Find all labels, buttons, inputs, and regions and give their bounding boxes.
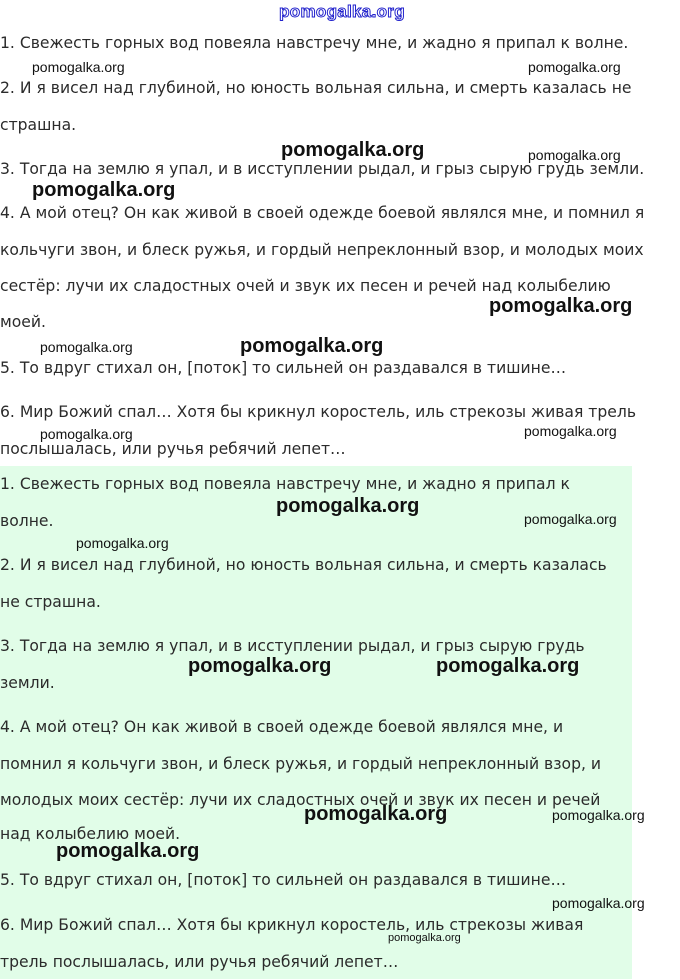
line: 2. И я висел над глубиной, но юность вольная сильна, и смерть казалась [0,556,607,574]
line: 4. А мой отец? Он как живой в своей одежде боевой являлся мне, и помнил я [0,204,645,222]
watermark: pomogalka.org [304,803,448,825]
line: помнил я кольчуги звон, и блеск ружья, и гордый непреклонный взор, и [0,754,602,773]
line: над колыбелию моей. [0,825,181,843]
watermark: pomogalka.org [528,147,621,163]
green-paragraph-5 [0,862,566,899]
line: 5. То вдруг стихал он, [поток] то сильней он раздавался в тишине… [0,359,567,377]
line: страшна. [0,115,77,134]
line: волне. [0,511,54,530]
watermark: pomogalka.org [40,339,133,355]
line: 3. Тогда на землю я упал, и в исступлении рыдал, и грыз сырую грудь земли. [0,160,645,178]
line: 5. То вдруг стихал он, [поток] то сильней он раздавался в тишине… [0,871,567,889]
line: 1. Свежесть горных вод повеяла навстречу мне, и жадно я припал к волне. [0,34,629,52]
green-paragraph-4 [0,709,601,819]
line: послышалась, или ручья ребячий лепет… [0,439,346,458]
site-logo[interactable]: pomogalka.org [279,2,405,21]
watermark: pomogalka.org [552,895,645,911]
green-paragraph-2 [0,547,607,620]
watermark: pomogalka.org [524,511,617,527]
top-paragraph-1 [0,25,628,62]
watermark: pomogalka.org [489,295,633,317]
watermark: pomogalka.org [32,179,176,201]
watermark: pomogalka.org [528,59,621,75]
line: не страшна. [0,592,101,611]
watermark: pomogalka.org [281,139,425,161]
line: 6. Мир Божий спал… Хотя бы крикнул коростель, иль стрекозы живая [0,916,584,934]
watermark: pomogalka.org [240,335,384,357]
watermark: pomogalka.org [32,59,125,75]
top-paragraph-4 [0,195,644,305]
watermark: pomogalka.org [276,495,420,517]
line: молодых моих сестёр: лучи их сладостных очей и звук их песен и речей [0,791,601,809]
line: 3. Тогда на землю я упал, и в исступлении рыдал, и грыз сырую грудь [0,637,585,655]
watermark: pomogalka.org [188,655,332,677]
line: сестёр: лучи их сладостных очей и звук их песен и речей над колыбелию [0,277,611,295]
line: моей. [0,313,46,331]
line: трель послышалась, или ручья ребячий лепет… [0,952,399,971]
watermark: pomogalka.org [56,840,200,862]
green-paragraph-6 [0,907,583,980]
watermark: pomogalka.org [524,423,617,439]
line: кольчуги звон, и блеск ружья, и гордый непреклонный взор, и молодых моих [0,240,644,259]
top-paragraph-2 [0,70,632,143]
watermark: pomogalka.org [76,535,169,551]
watermark: pomogalka.org [40,426,133,442]
line: 4. А мой отец? Он как живой в своей одежде боевой являлся мне, и [0,718,564,736]
line: 2. И я висел над глубиной, но юность вольная сильна, и смерть казалась не [0,79,632,97]
line: 1. Свежесть горных вод повеяла навстречу мне, и жадно я припал к [0,475,570,493]
watermark: pomogalka.org [388,932,461,944]
watermark: pomogalka.org [552,807,645,823]
line: 6. Мир Божий спал… Хотя бы крикнул коростель, иль стрекозы живая трель [0,403,637,421]
line: земли. [0,673,55,692]
top-paragraph-4-end [0,304,46,340]
watermark: pomogalka.org [436,655,580,677]
